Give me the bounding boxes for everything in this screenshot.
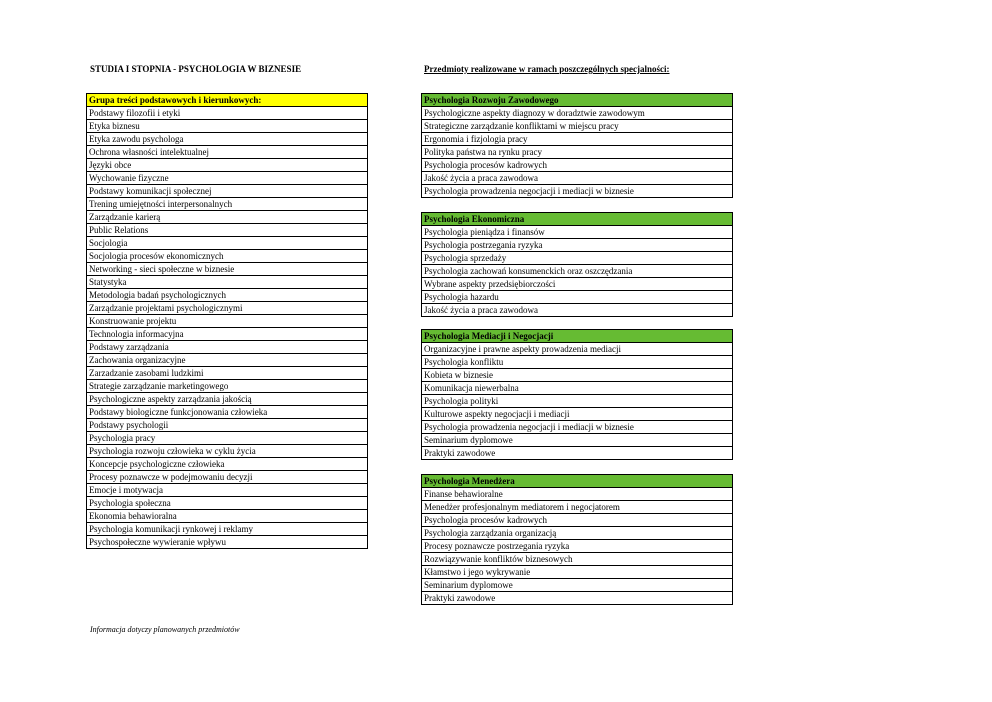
table-row bbox=[87, 237, 368, 250]
subject-cell: Kobieta w biznesie bbox=[422, 369, 733, 382]
table-row bbox=[87, 419, 368, 432]
specialization-table-mediation bbox=[421, 329, 733, 460]
table-row bbox=[87, 94, 368, 107]
specialization-table-economic bbox=[421, 212, 733, 317]
subject-cell: Psychologia sprzedaży bbox=[422, 252, 733, 265]
subject-cell: Networking - sieci społeczne w biznesie bbox=[87, 263, 368, 276]
subject-cell: Praktyki zawodowe bbox=[422, 447, 733, 460]
specializations-title: Przedmioty realizowane w ramach poszczególnych specjalności: bbox=[424, 64, 670, 74]
subject-cell: Technologia informacyjna bbox=[87, 328, 368, 341]
table-row bbox=[422, 382, 733, 395]
subject-cell: Wybrane aspekty przedsiębiorczości bbox=[422, 278, 733, 291]
specialization-body bbox=[422, 475, 733, 605]
table-row bbox=[87, 354, 368, 367]
table-row bbox=[422, 146, 733, 159]
subject-cell: Strategie zarządzanie marketingowego bbox=[87, 380, 368, 393]
table-row bbox=[422, 408, 733, 421]
table-row bbox=[422, 94, 733, 107]
subject-cell: Psychologia pieniądza i finansów bbox=[422, 226, 733, 239]
subject-cell: Public Relations bbox=[87, 224, 368, 237]
subject-cell: Podstawy psychologii bbox=[87, 419, 368, 432]
subject-cell: Psychologia prowadzenia negocjacji i mediacji w biznesie bbox=[422, 421, 733, 434]
table-row bbox=[422, 343, 733, 356]
specialization-header: Psychologia Ekonomiczna bbox=[422, 213, 733, 226]
subject-cell: Psychologia postrzegania ryzyka bbox=[422, 239, 733, 252]
subject-cell: Zachowania organizacyjne bbox=[87, 354, 368, 367]
subject-cell: Podstawy zarządzania bbox=[87, 341, 368, 354]
table-row bbox=[422, 265, 733, 278]
table-row bbox=[422, 553, 733, 566]
subject-cell: Zarządzanie projektami psychologicznymi bbox=[87, 302, 368, 315]
specialization-header: Psychologia Mediacji i Negocjacji bbox=[422, 330, 733, 343]
subject-cell: Trening umiejętności interpersonalnych bbox=[87, 198, 368, 211]
subject-cell: Praktyki zawodowe bbox=[422, 592, 733, 605]
subject-cell: Psychologia zachowań konsumenckich oraz oszczędzania bbox=[422, 265, 733, 278]
subject-cell: Etyka biznesu bbox=[87, 120, 368, 133]
table-row bbox=[422, 475, 733, 488]
subject-cell: Finanse behawioralne bbox=[422, 488, 733, 501]
subject-cell: Kłamstwo i jego wykrywanie bbox=[422, 566, 733, 579]
subject-cell: Psychologia rozwoju człowieka w cyklu życia bbox=[87, 445, 368, 458]
table-row bbox=[87, 458, 368, 471]
table-row bbox=[87, 445, 368, 458]
subject-cell: Psychologia zarządzania organizacją bbox=[422, 527, 733, 540]
subject-cell: Procesy poznawcze postrzegania ryzyka bbox=[422, 540, 733, 553]
table-row bbox=[422, 159, 733, 172]
subject-cell: Rozwiązywanie konfliktów biznesowych bbox=[422, 553, 733, 566]
subject-cell: Statystyka bbox=[87, 276, 368, 289]
subject-cell: Organizacyjne i prawne aspekty prowadzenia mediacji bbox=[422, 343, 733, 356]
subject-cell: Zarzadzanie zasobami ludzkimi bbox=[87, 367, 368, 380]
subject-cell: Psychologia pracy bbox=[87, 432, 368, 445]
table-row bbox=[422, 278, 733, 291]
subject-cell: Menedżer profesjonalnym mediatorem i negocjatorem bbox=[422, 501, 733, 514]
subject-cell: Podstawy komunikacji społecznej bbox=[87, 185, 368, 198]
subject-cell: Etyka zawodu psychologa bbox=[87, 133, 368, 146]
table-row bbox=[87, 523, 368, 536]
subject-cell: Jakość życia a praca zawodowa bbox=[422, 304, 733, 317]
table-row bbox=[422, 356, 733, 369]
subject-cell: Kulturowe aspekty negocjacji i mediacji bbox=[422, 408, 733, 421]
table-row bbox=[87, 211, 368, 224]
table-row bbox=[422, 252, 733, 265]
table-row bbox=[87, 289, 368, 302]
table-row bbox=[422, 434, 733, 447]
specialization-body bbox=[422, 330, 733, 460]
table-row bbox=[422, 239, 733, 252]
table-row bbox=[422, 185, 733, 198]
table-row bbox=[422, 291, 733, 304]
table-row bbox=[87, 302, 368, 315]
subject-cell: Języki obce bbox=[87, 159, 368, 172]
subject-cell: Konstruowanie projektu bbox=[87, 315, 368, 328]
table-row bbox=[422, 172, 733, 185]
table-row bbox=[422, 514, 733, 527]
subject-cell: Psychologia prowadzenia negocjacji i mediacji w biznesie bbox=[422, 185, 733, 198]
table-row bbox=[422, 592, 733, 605]
table-row bbox=[87, 393, 368, 406]
table-row bbox=[87, 432, 368, 445]
table-row bbox=[422, 501, 733, 514]
table-row bbox=[422, 447, 733, 460]
subject-cell: Psychologia konfliktu bbox=[422, 356, 733, 369]
table-row bbox=[422, 540, 733, 553]
table-row bbox=[87, 198, 368, 211]
table-row bbox=[87, 250, 368, 263]
specialization-table-career-development bbox=[421, 93, 733, 198]
table-row bbox=[87, 471, 368, 484]
subject-cell: Metodologia badań psychologicznych bbox=[87, 289, 368, 302]
specialization-body bbox=[422, 94, 733, 198]
subject-cell: Psychologia komunikacji rynkowej i reklamy bbox=[87, 523, 368, 536]
table-row bbox=[422, 369, 733, 382]
group-header: Grupa treści podstawowych i kierunkowych: bbox=[87, 94, 368, 107]
subject-cell: Psychologia procesów kadrowych bbox=[422, 514, 733, 527]
specialization-body bbox=[422, 213, 733, 317]
table-row bbox=[422, 527, 733, 540]
subject-cell: Podstawy biologiczne funkcjonowania człowieka bbox=[87, 406, 368, 419]
footnote: Informacja dotyczy planowanych przedmiotów bbox=[90, 625, 240, 634]
subject-cell: Komunikacja niewerbalna bbox=[422, 382, 733, 395]
table-row bbox=[87, 315, 368, 328]
specialization-header: Psychologia Menedżera bbox=[422, 475, 733, 488]
subject-cell: Podstawy filozofii i etyki bbox=[87, 107, 368, 120]
subject-cell: Psychospołeczne wywieranie wpływu bbox=[87, 536, 368, 549]
subject-cell: Psychologiczne aspekty zarządzania jakością bbox=[87, 393, 368, 406]
table-row bbox=[87, 484, 368, 497]
table-row bbox=[422, 304, 733, 317]
subject-cell: Jakość życia a praca zawodowa bbox=[422, 172, 733, 185]
table-row bbox=[87, 536, 368, 549]
table-row bbox=[87, 146, 368, 159]
table-row bbox=[87, 263, 368, 276]
table-row bbox=[87, 172, 368, 185]
subject-cell: Polityka państwa na rynku pracy bbox=[422, 146, 733, 159]
subject-cell: Psychologiczne aspekty diagnozy w doradztwie zawodowym bbox=[422, 107, 733, 120]
table-row bbox=[87, 276, 368, 289]
subject-cell: Ergonomia i fizjologia pracy bbox=[422, 133, 733, 146]
subject-cell: Ekonomia behawioralna bbox=[87, 510, 368, 523]
table-row bbox=[87, 185, 368, 198]
table-row bbox=[422, 133, 733, 146]
table-row bbox=[87, 497, 368, 510]
table-row bbox=[422, 120, 733, 133]
table-row bbox=[87, 380, 368, 393]
table-row bbox=[422, 488, 733, 501]
table-row bbox=[87, 107, 368, 120]
specialization-header: Psychologia Rozwoju Zawodowego bbox=[422, 94, 733, 107]
subject-cell: Strategiczne zarządzanie konfliktami w miejscu pracy bbox=[422, 120, 733, 133]
page-title: STUDIA I STOPNIA - PSYCHOLOGIA W BIZNESIE bbox=[90, 64, 302, 74]
table-row bbox=[422, 421, 733, 434]
table-row bbox=[87, 406, 368, 419]
table-row bbox=[422, 226, 733, 239]
subject-cell: Koncepcje psychologiczne człowieka bbox=[87, 458, 368, 471]
core-subjects-table bbox=[86, 93, 368, 549]
subject-cell: Psychologia hazardu bbox=[422, 291, 733, 304]
table-row bbox=[422, 330, 733, 343]
subject-cell: Ochrona własności intelektualnej bbox=[87, 146, 368, 159]
table-row bbox=[422, 566, 733, 579]
subject-cell: Socjologia bbox=[87, 237, 368, 250]
subject-cell: Psychologia procesów kadrowych bbox=[422, 159, 733, 172]
table-row bbox=[422, 107, 733, 120]
table-row bbox=[87, 159, 368, 172]
table-row bbox=[87, 367, 368, 380]
table-row bbox=[422, 213, 733, 226]
specialization-table-manager bbox=[421, 474, 733, 605]
subject-cell: Emocje i motywacja bbox=[87, 484, 368, 497]
table-row bbox=[87, 510, 368, 523]
table-row bbox=[87, 328, 368, 341]
subject-cell: Wychowanie fizyczne bbox=[87, 172, 368, 185]
table-row bbox=[87, 120, 368, 133]
subject-cell: Procesy poznawcze w podejmowaniu decyzji bbox=[87, 471, 368, 484]
table-row bbox=[87, 133, 368, 146]
subject-cell: Psychologia społeczna bbox=[87, 497, 368, 510]
table-row bbox=[87, 341, 368, 354]
subject-cell: Zarządzanie karierą bbox=[87, 211, 368, 224]
core-subjects-body bbox=[87, 94, 368, 549]
table-row bbox=[422, 395, 733, 408]
table-row bbox=[422, 579, 733, 592]
subject-cell: Seminarium dyplomowe bbox=[422, 434, 733, 447]
subject-cell: Seminarium dyplomowe bbox=[422, 579, 733, 592]
subject-cell: Psychologia polityki bbox=[422, 395, 733, 408]
table-row bbox=[87, 224, 368, 237]
subject-cell: Socjologia procesów ekonomicznych bbox=[87, 250, 368, 263]
